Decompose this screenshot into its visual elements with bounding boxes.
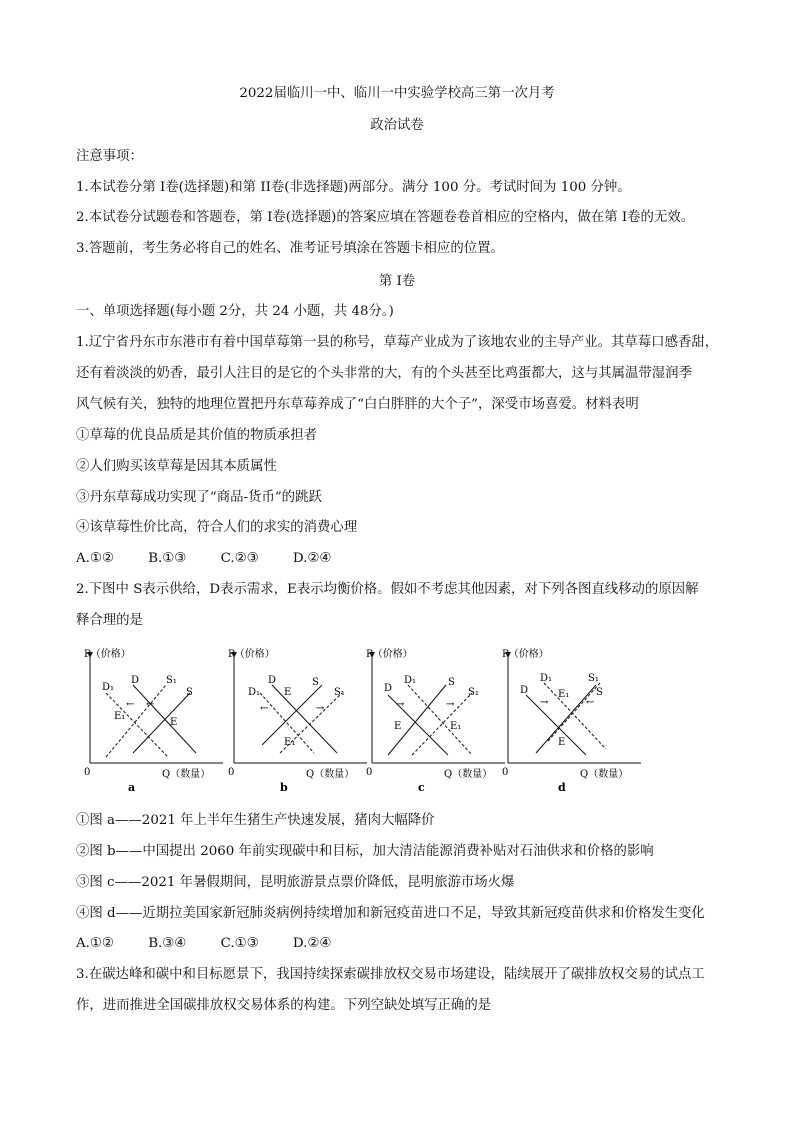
label-D1: D₁: [540, 673, 553, 684]
option-b: B.③④: [148, 936, 187, 951]
label-E1: E₁: [284, 737, 296, 748]
label-S1: S₁: [468, 687, 479, 698]
label-D: D: [384, 683, 393, 694]
question-2-options: [76, 934, 754, 954]
supply-demand-graph-b: [222, 645, 372, 795]
label-S: S: [596, 687, 603, 698]
origin: 0: [366, 767, 373, 778]
option-b: B.①③: [148, 551, 187, 566]
notice-item: 1.本试卷分第 I卷(选择题)和第 II卷(非选择题)两部分。满分 100 分。考试时间为 100 分钟。: [76, 180, 631, 195]
question-1-text: 还有着淡淡的奶香，最引人注目的是它的个头非常的大，有的个头甚至比鸡蛋都大，这与其属温带湿润季: [76, 366, 692, 381]
label-S1: S₁: [166, 675, 177, 686]
origin: 0: [502, 767, 509, 778]
xlabel: Q（数量）: [444, 769, 493, 780]
label-D1: D₁: [248, 687, 261, 698]
ylabel: P（价格）: [84, 649, 131, 660]
label-S1: S₁: [334, 687, 345, 698]
label-E1: E₁: [114, 711, 126, 722]
option-d: D.②④: [292, 551, 332, 566]
label-E1: E₁: [450, 721, 462, 732]
option-a: A.①②: [76, 936, 114, 951]
origin: 0: [84, 767, 91, 778]
question-2-statement: ②图 b——中国提出 2060 年前实现碳中和目标，加大清洁能源消费补贴对石油供求和价格的影响: [76, 844, 654, 859]
label-E1: E₁: [558, 689, 570, 700]
xlabel: Q（数量）: [580, 769, 629, 780]
section-part: 一、单项选择题(每小题 2分，共 24 小题，共 48分。): [76, 304, 394, 319]
svg-text:→: →: [396, 699, 405, 710]
svg-text:→: →: [316, 703, 325, 714]
label-S: S: [186, 687, 193, 698]
origin: 0: [228, 767, 235, 778]
question-2-text: 2.下图中 S表示供给，D表示需求，E表示均衡价格。假如不考虑其他因素，对下列各图直线移动的原因解: [76, 582, 699, 597]
option-c: C.②③: [220, 551, 259, 566]
option-a: A.①②: [76, 551, 114, 566]
question-2-statement: ④图 d——近期拉美国家新冠肺炎病例持续增加和新冠疫苗进口不足，导致其新冠疫苗供求和价格发生变化: [76, 906, 705, 921]
label-S1: S₁: [588, 673, 599, 684]
label-S: S: [312, 677, 319, 688]
question-3-text: 3.在碳达峰和碳中和目标愿景下，我国持续探索碳排放权交易市场建设，陆续展开了碳排放权交易的试点工: [76, 967, 705, 982]
exam-subject: 政治试卷: [370, 118, 424, 133]
svg-text:←: ←: [586, 697, 595, 708]
graph-label-d: d: [558, 781, 566, 794]
question-3-text: 作，进而推进全国碳排放权交易体系的构建。下列空缺处填写正确的是: [76, 998, 492, 1013]
supply-demand-graph-c: [360, 645, 510, 795]
xlabel: Q（数量）: [306, 769, 355, 780]
question-2-statement: ①图 a——2021 年上半年生猪生产快速发展，猪肉大幅降价: [76, 813, 435, 828]
notice-item: 3.答题前，考生务必将自己的姓名、准考证号填涂在答题卡相应的位置。: [76, 241, 504, 256]
question-2-text: 释合理的是: [76, 613, 143, 628]
option-c: C.①③: [220, 936, 259, 951]
question-2-statement: ③图 c——2021 年暑假期间，昆明旅游景点票价降低，昆明旅游市场火爆: [76, 875, 515, 890]
ylabel: P（价格）: [228, 649, 275, 660]
label-E: E: [558, 737, 566, 748]
xlabel: Q（数量）: [162, 769, 211, 780]
supply-demand-graph-d: [496, 645, 646, 795]
question-1-statement: ②人们购买该草莓是因其本质属性: [76, 459, 277, 474]
label-E: E: [284, 687, 292, 698]
question-1-text: 风气候有关，独特的地理位置把丹东草莓养成了“白白胖胖的大个子”，深受市场喜爱。材料表明: [76, 397, 639, 412]
label-D: D: [268, 675, 277, 686]
graph-label-c: c: [418, 781, 425, 794]
option-d: D.②④: [292, 936, 332, 951]
ylabel: P（价格）: [502, 649, 549, 660]
question-1-statement: ③丹东草莓成功实现了“商品-货币”的跳跃: [76, 490, 322, 505]
question-1-statement: ①草莓的优良品质是其价值的物质承担者: [76, 428, 318, 443]
label-E: E: [394, 721, 402, 732]
label-S: S: [448, 677, 455, 688]
graph-label-a: a: [128, 781, 136, 794]
notice-heading: 注意事项：: [76, 149, 143, 164]
notice-item: 2.本试卷分试题卷和答题卷，第 I卷(选择题)的答案应填在答题卷卷首相应的空格内，做在第 I卷的无效。: [76, 210, 695, 225]
question-1-text: 1.辽宁省丹东市东港市有着中国草莓第一县的称号，草莓产业成为了该地农业的主导产业。其草莓口感香甜，: [76, 335, 719, 350]
label-E: E: [170, 717, 178, 728]
svg-text:←: ←: [146, 699, 155, 710]
svg-text:←: ←: [126, 699, 135, 710]
supply-demand-graph-a: [78, 645, 228, 795]
label-D: D: [131, 675, 140, 686]
question-1-options: [76, 549, 754, 569]
svg-text:→: →: [446, 699, 455, 710]
label-D1: D₁: [102, 682, 115, 693]
exam-title: 2022届临川一中、临川一中实验学校高三第一次月考: [239, 86, 555, 101]
svg-text:→: →: [540, 697, 549, 708]
svg-text:←: ←: [260, 703, 269, 714]
label-D1: D₁: [404, 675, 417, 686]
question-1-statement: ④该草莓性价比高，符合人们的求实的消费心理: [76, 520, 358, 535]
section-title: 第 I卷: [378, 274, 416, 289]
ylabel: P（价格）: [366, 649, 413, 660]
graph-label-b: b: [280, 781, 288, 794]
label-D: D: [520, 685, 529, 696]
